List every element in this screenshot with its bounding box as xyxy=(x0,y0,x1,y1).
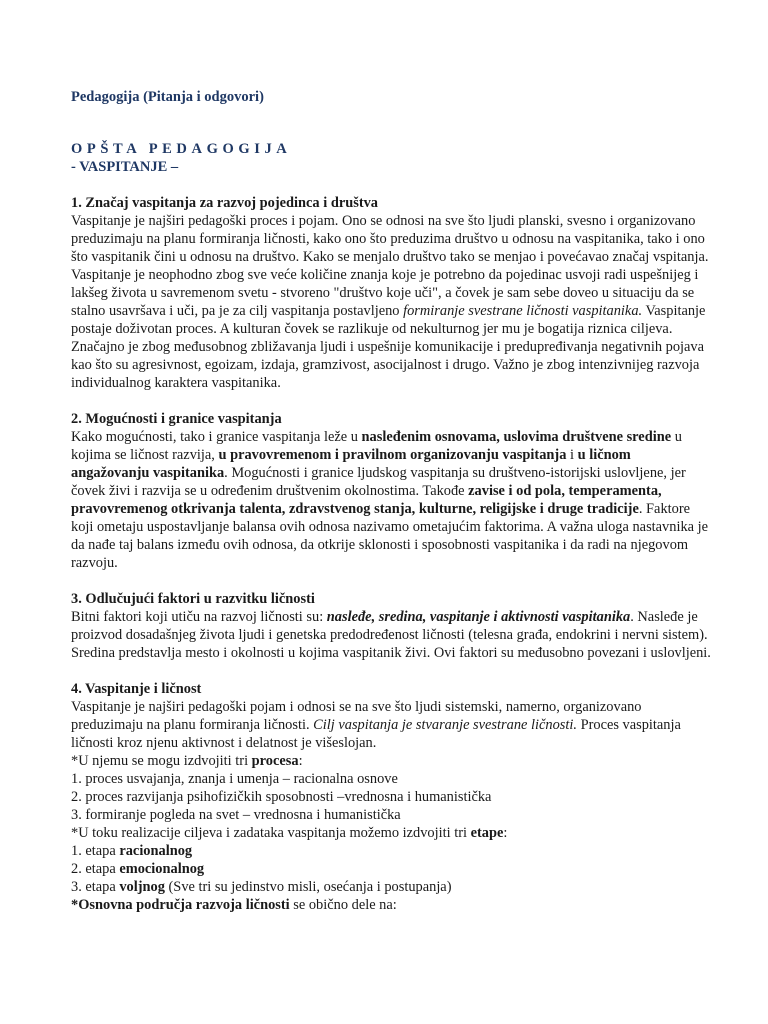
list-item: 2. proces razvijanja psihofizičkih sposobnosti –vrednosna i humanistička xyxy=(71,789,492,805)
document-body xyxy=(71,194,711,914)
section-title: OPŠTA PEDAGOGIJA xyxy=(71,141,292,157)
answer-text: . Faktore koji ometaju uspostavljanje balansa ovih odnosa nazivamo ometajućim faktorima. A važna uloga nastavnika je da nađe taj balans između ovih odnosa, da otkrije sklonosti i sposobnosti vaspitanika i da radi na njegovom razvoju. xyxy=(71,501,709,571)
answer-text: Kako mogućnosti, tako i granice vaspitanja leže u xyxy=(71,429,362,445)
answer-bold-italic: nasleđe, sredina, vaspitanje i aktivnosti vaspitanika xyxy=(326,609,631,625)
answer-text: . Mogućnosti i granice ljudskog vaspitanja su društveno-istorijski uslovljene, jer čovek živi i razvija se u određenim društvenim okolnostima. Takođe xyxy=(71,465,686,499)
answer-text: Bitni faktori koji utiču na razvoj ličnosti su: xyxy=(71,609,327,625)
answer-text: Vaspitanje je najširi pedagoški pojam i odnosi se na sve što ljudi sistemski, namerno, organizovano preduzimaju na planu formiranja ličnosti. xyxy=(71,699,642,733)
list-line: *U toku realizacije ciljeva i zadataka vaspitanja možemo izdvojiti tri etape: xyxy=(71,825,508,841)
answer-text: u kojima se ličnost razvija, xyxy=(71,429,682,463)
answer-text: i xyxy=(566,447,578,463)
list-item: 2. etapa emocionalnog xyxy=(71,861,205,877)
question-3-answer xyxy=(71,608,711,662)
question-1-heading: 1. Značaj vaspitanja za razvoj pojedinca i društva xyxy=(71,195,378,211)
answer-bold: u pravovremenom i pravilnom organizovanju vaspitanja xyxy=(218,447,567,463)
question-1-answer xyxy=(71,212,711,392)
list-item: 1. proces usvajanja, znanja i umenja – racionalna osnove xyxy=(71,771,398,787)
list-line: *Osnovna područja razvoja ličnosti se obično dele na: xyxy=(71,897,397,913)
list-item: 3. etapa voljnog (Sve tri su jedinstvo misli, osećanja i postupanja) xyxy=(71,879,452,895)
subsection-title: - VASPITANJE – xyxy=(71,159,179,175)
list-line: *U njemu se mogu izdvojiti tri procesa: xyxy=(71,753,303,769)
document-title: Pedagogija (Pitanja i odgovori) xyxy=(71,89,264,105)
answer-text: Proces vaspitanja ličnosti kroz njenu aktivnost i delatnost je višeslojan. xyxy=(71,717,681,751)
list-item: 1. etapa racionalnog xyxy=(71,843,193,859)
question-4-heading: 4. Vaspitanje i ličnost xyxy=(71,681,202,697)
answer-text: Vaspitanje je najširi pedagoški proces i pojam. Ono se odnosi na sve što ljudi planski, svesno i organizovano preduzimaju na planu formiranja ličnosti, kako ono što preduzima društvo u odnosu na vaspitanika, tako i ono što vaspitanik čini u odnosu na društvo. Kako se menjalo društvo tako se menjao i povećavao značaj vspitanja. Vaspitanje je neophodno zbog sve veće količine znanja koje je potrebno da pojedinac usvoji radi uspešnijeg i lakšeg života u savremenom svetu - stvoreno "društvo koje uči", a čovek je sam sebe doveo u situaciju da se stalno usavršava i uči, pa je za cilj vaspitanja postavljeno xyxy=(71,213,709,319)
answer-text: Vaspitanje postaje doživotan proces. A kulturan čovek se razlikuje od nekulturnog jer mu je bogatija riznica ciljeva. Značajno je zbog međusobnog zbližavanja ljudi i uspešnije komunikacije i predupređivanja negativnih pojava kao što su agresivnost, egoizam, izdaja, gramzivost, asocijalnost i drugo. Važno je zbog intenzivnijeg razvoja individualnog karaktera vaspitanika. xyxy=(71,303,706,391)
answer-emphasis: formiranje svestrane ličnosti vaspitanika. xyxy=(403,303,643,319)
question-3-heading: 3. Odlučujući faktori u razvitku ličnosti xyxy=(71,591,315,607)
question-4-answer xyxy=(71,698,711,752)
answer-emphasis: Cilj vaspitanja je stvaranje svestrane ličnosti. xyxy=(313,717,577,733)
section-header xyxy=(71,140,291,176)
question-2-heading: 2. Mogućnosti i granice vaspitanja xyxy=(71,411,282,427)
list-item: 3. formiranje pogleda na svet – vrednosna i humanistička xyxy=(71,807,401,823)
answer-bold: u ličnom angažovanju vaspitanika xyxy=(71,447,631,481)
question-2-answer xyxy=(71,428,711,572)
answer-bold: zavise i od pola, temperamenta, pravovremenog otkrivanja talenta, zdravstvenog stanja, kulturne, religijske i druge tradicije xyxy=(71,483,662,517)
answer-text: . Nasleđe je proizvod dosadašnjeg života ljudi i genetska predodređenost ličnosti (telesna građa, endokrini i nervni sistem). Sredina predstavlja mesto i okolnosti u kojima vaspitanik živi. Ovi faktori su međusobno povezani i uslovljeni. xyxy=(71,609,711,661)
answer-bold: nasleđenim osnovama, uslovima društvene sredine xyxy=(361,429,672,445)
